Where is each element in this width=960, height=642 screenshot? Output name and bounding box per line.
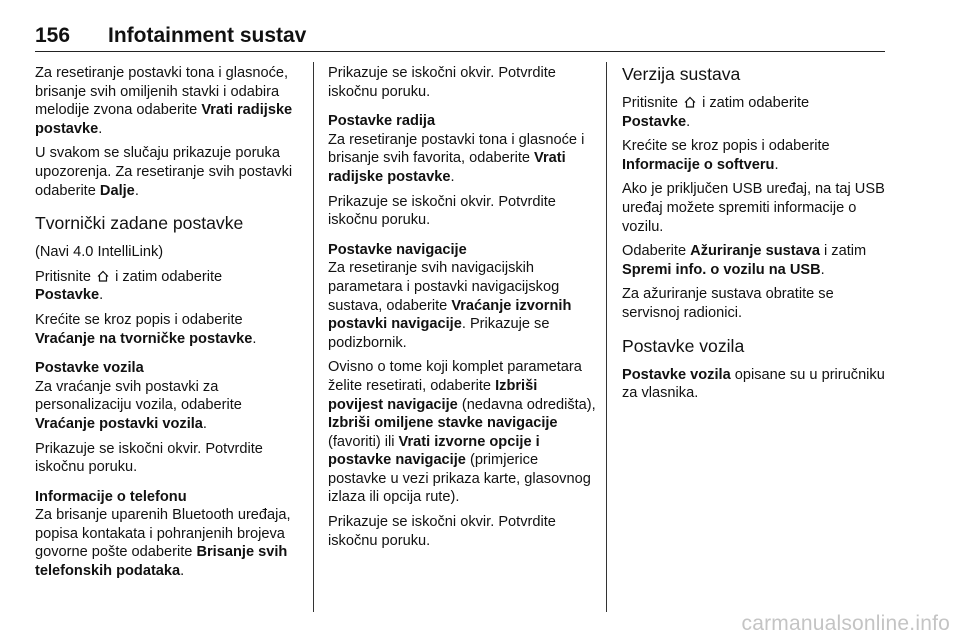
section-heading-factory-settings: Tvornički zadane postavke	[35, 213, 244, 234]
paragraph: Ako je priključen USB uređaj, na taj USB uređaj možete spremiti informacije o vozilu.	[622, 181, 885, 235]
column-divider-2	[606, 62, 607, 612]
paragraph: Za ažuriranje sustava obratite se servisnoj radionici.	[622, 286, 834, 321]
column-3	[622, 64, 892, 409]
column-divider-1	[313, 62, 314, 612]
section-heading-vehicle-settings: Postavke vozila	[622, 335, 745, 356]
watermark: carmanualsonline.info	[741, 612, 950, 635]
paragraph: Krećite se kroz popis i odaberite Vraćanje na tvorničke postavke.	[35, 311, 257, 347]
subheading-radio-settings: Postavke radija	[328, 113, 436, 130]
paragraph: Postavke vozila opisane su u priručniku za vlasnika.	[622, 366, 885, 402]
paragraph: Za brisanje uparenih Bluetooth uređaja, popisa kontakata i pohranjenih brojeva govorne pošte odaberite Brisanje svih telefonskih podataka.	[35, 507, 291, 580]
paragraph: Krećite se kroz popis i odaberite Informacije o softveru.	[622, 138, 830, 173]
paragraph: Za resetiranje postavki tona i glasnoće i brisanje svih favorita, odaberite Vrati radijske postavke.	[328, 131, 585, 185]
paragraph: Pritisnite i zatim odaberite Postavke.	[35, 268, 223, 304]
paragraph: Prikazuje se iskočni okvir. Potvrdite iskočnu poruku.	[328, 65, 556, 100]
subheading-navigation-settings: Postavke navigacije	[328, 241, 467, 258]
paragraph: Za resetiranje svih navigacijskih parametara i postavki navigacijskog sustava, odaberite Vraćanje izvornih postavki navigacije. Prikazuje se podizbornik.	[328, 260, 572, 351]
home-icon	[97, 270, 109, 282]
column-1	[35, 64, 303, 587]
paragraph: Odaberite Ažuriranje sustava i zatim Spremi info. o vozilu na USB.	[622, 243, 867, 278]
header-rule	[35, 51, 885, 52]
paragraph: (Navi 4.0 IntelliLink)	[35, 244, 164, 261]
paragraph: Prikazuje se iskočni okvir. Potvrdite iskočnu poruku.	[35, 440, 263, 476]
section-heading-system-version: Verzija sustava	[622, 64, 741, 84]
paragraph: Za resetiranje postavki tona i glasnoće, brisanje svih omiljenih stavki i odabira melodije zvona odaberite Vrati radijske postavke.	[35, 65, 293, 137]
page-header	[35, 24, 885, 54]
paragraph: Pritisnite i zatim odaberite Postavke.	[622, 95, 810, 130]
paragraph: Prikazuje se iskočni okvir. Potvrdite iskočnu poruku.	[328, 514, 556, 549]
paragraph: Ovisno o tome koji komplet parametara želite resetirati, odaberite Izbriši povijest navigacije (nedavna odredišta), Izbriši omiljene stavke navigacije (favoriti) ili Vrati izvorne opcije i postavke navigacije (primjerice postavke u vezi prikaza karte, glasovnog izlaza ili opcija rute).	[328, 359, 596, 506]
page-title: Infotainment sustav	[108, 24, 307, 47]
paragraph: Prikazuje se iskočni okvir. Potvrdite iskočnu poruku.	[328, 193, 556, 229]
subheading-phone-info: Informacije o telefonu	[35, 488, 187, 505]
page-number: 156	[35, 24, 71, 47]
column-2	[328, 64, 596, 556]
paragraph: U svakom se slučaju prikazuje poruka upozorenja. Za resetiranje svih postavki odaberite Dalje.	[35, 145, 293, 199]
subheading-vehicle-settings: Postavke vozila	[35, 360, 144, 377]
home-icon	[684, 96, 696, 108]
paragraph: Za vraćanje svih postavki za personalizaciju vozila, odaberite Vraćanje postavki vozila.	[35, 378, 242, 432]
